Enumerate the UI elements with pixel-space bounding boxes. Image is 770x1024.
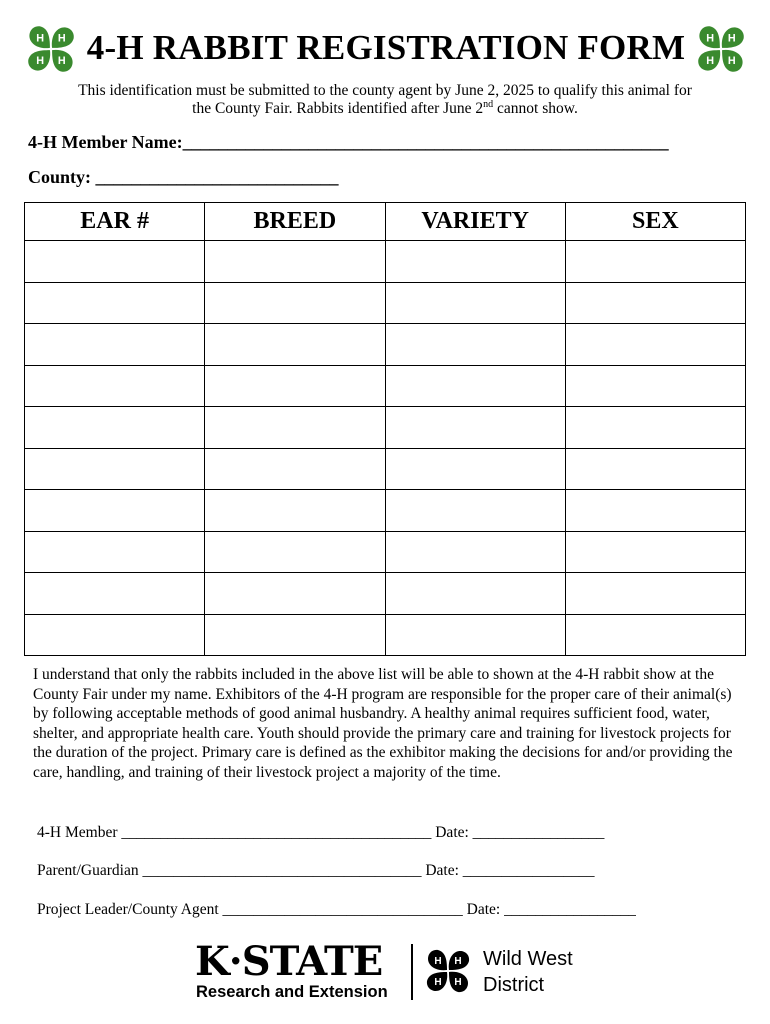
table-cell[interactable]	[385, 324, 565, 366]
table-cell[interactable]	[25, 573, 205, 615]
table-cell[interactable]	[205, 531, 385, 573]
table-cell[interactable]	[385, 241, 565, 283]
table-cell[interactable]	[205, 573, 385, 615]
table-cell[interactable]	[565, 324, 745, 366]
parent-signature-line[interactable]: Parent/Guardian ____________________________________ Date: _________________	[37, 862, 595, 879]
district-line-2: District	[483, 974, 545, 996]
svg-text:H: H	[36, 32, 45, 45]
table-row	[25, 241, 746, 283]
svg-text:H: H	[727, 55, 736, 68]
table-cell[interactable]	[205, 365, 385, 407]
table-cell[interactable]	[25, 324, 205, 366]
svg-text:H: H	[57, 55, 66, 68]
district-line-1: Wild West	[483, 948, 573, 970]
kstate-logo: K·STATE	[195, 938, 383, 985]
county-field[interactable]: County: ___________________________	[28, 167, 339, 187]
table-row	[25, 365, 746, 407]
kstate-subtitle: Research and Extension	[196, 983, 388, 1001]
form-title: 4-H RABBIT REGISTRATION FORM	[86, 28, 686, 67]
table-cell[interactable]	[565, 573, 745, 615]
member-signature-line[interactable]: 4-H Member ________________________________________ Date: _________________	[37, 824, 605, 841]
intro-line-2	[24, 100, 746, 118]
svg-text:H: H	[727, 32, 736, 45]
column-header-sex: SEX	[565, 203, 745, 241]
table-cell[interactable]	[385, 573, 565, 615]
table-cell[interactable]	[565, 407, 745, 449]
intro-line-2-pre: the County Fair. Rabbits identified after June 2	[192, 100, 484, 117]
table-header-row	[25, 203, 746, 241]
table-cell[interactable]	[385, 282, 565, 324]
svg-text:H: H	[36, 55, 45, 68]
column-header-breed: BREED	[205, 203, 385, 241]
table-row	[25, 407, 746, 449]
table-row	[25, 282, 746, 324]
intro-line-1: This identification must be submitted to the county agent by June 2, 2025 to qualify this animal for	[78, 82, 692, 99]
table-cell[interactable]	[565, 282, 745, 324]
intro-superscript: nd	[483, 98, 494, 110]
table-cell[interactable]	[565, 241, 745, 283]
table-row	[25, 573, 746, 615]
table-cell[interactable]	[25, 407, 205, 449]
table-cell[interactable]	[205, 282, 385, 324]
table-row	[25, 490, 746, 532]
4h-clover-icon	[694, 22, 748, 76]
svg-text:H: H	[706, 55, 715, 68]
rabbit-table	[24, 202, 746, 656]
table-cell[interactable]	[205, 407, 385, 449]
table-cell[interactable]	[205, 448, 385, 490]
table-cell[interactable]	[25, 490, 205, 532]
table-cell[interactable]	[205, 614, 385, 656]
form-header	[24, 20, 748, 82]
table-cell[interactable]	[25, 614, 205, 656]
footer-divider	[411, 944, 413, 1000]
member-name-field[interactable]: 4-H Member Name:______________________________________________________	[28, 132, 669, 152]
table-cell[interactable]	[25, 282, 205, 324]
table-cell[interactable]	[205, 241, 385, 283]
table-row	[25, 531, 746, 573]
table-cell[interactable]	[205, 324, 385, 366]
intro-text	[24, 82, 746, 118]
footer-logos	[195, 940, 575, 1002]
table-cell[interactable]	[565, 490, 745, 532]
table-row	[25, 448, 746, 490]
table-row	[25, 614, 746, 656]
table-cell[interactable]	[205, 490, 385, 532]
table-row	[25, 324, 746, 366]
4h-clover-icon	[423, 946, 473, 996]
svg-text:H: H	[434, 956, 442, 967]
district-name	[483, 946, 573, 998]
column-header-variety: VARIETY	[385, 203, 565, 241]
table-cell[interactable]	[385, 614, 565, 656]
table-cell[interactable]	[25, 241, 205, 283]
table-cell[interactable]	[565, 531, 745, 573]
table-cell[interactable]	[385, 407, 565, 449]
table-cell[interactable]	[385, 365, 565, 407]
table-cell[interactable]	[565, 448, 745, 490]
table-cell[interactable]	[565, 365, 745, 407]
agreement-statement: I understand that only the rabbits included in the above list will be able to shown at the 4-H rabbit show at the County Fair under my name. Exhibitors of the 4-H program are responsible for the proper care of their animal(s) by following acceptable methods of good animal husbandry. A healthy animal requires sufficient food, water, shelter, and appropriate health care. Youth should provide the primary care and training for livestock projects for the duration of the project. Primary care is defined as the exhibitor making the decisions for and/or providing the care, handling, and training of their livestock project a majority of the time.	[33, 666, 733, 781]
svg-text:H: H	[454, 956, 462, 967]
svg-text:H: H	[706, 32, 715, 45]
column-header-ear: EAR #	[25, 203, 205, 241]
leader-signature-line[interactable]: Project Leader/County Agent _______________________________ Date: _________________	[37, 901, 636, 918]
svg-text:H: H	[57, 32, 66, 45]
table-cell[interactable]	[25, 531, 205, 573]
table-cell[interactable]	[25, 365, 205, 407]
table-cell[interactable]	[25, 448, 205, 490]
table-cell[interactable]	[385, 490, 565, 532]
table-cell[interactable]	[385, 531, 565, 573]
table-cell[interactable]	[385, 448, 565, 490]
svg-text:H: H	[454, 977, 462, 988]
table-cell[interactable]	[565, 614, 745, 656]
intro-line-2-post: cannot show.	[493, 100, 578, 117]
svg-text:H: H	[434, 977, 442, 988]
